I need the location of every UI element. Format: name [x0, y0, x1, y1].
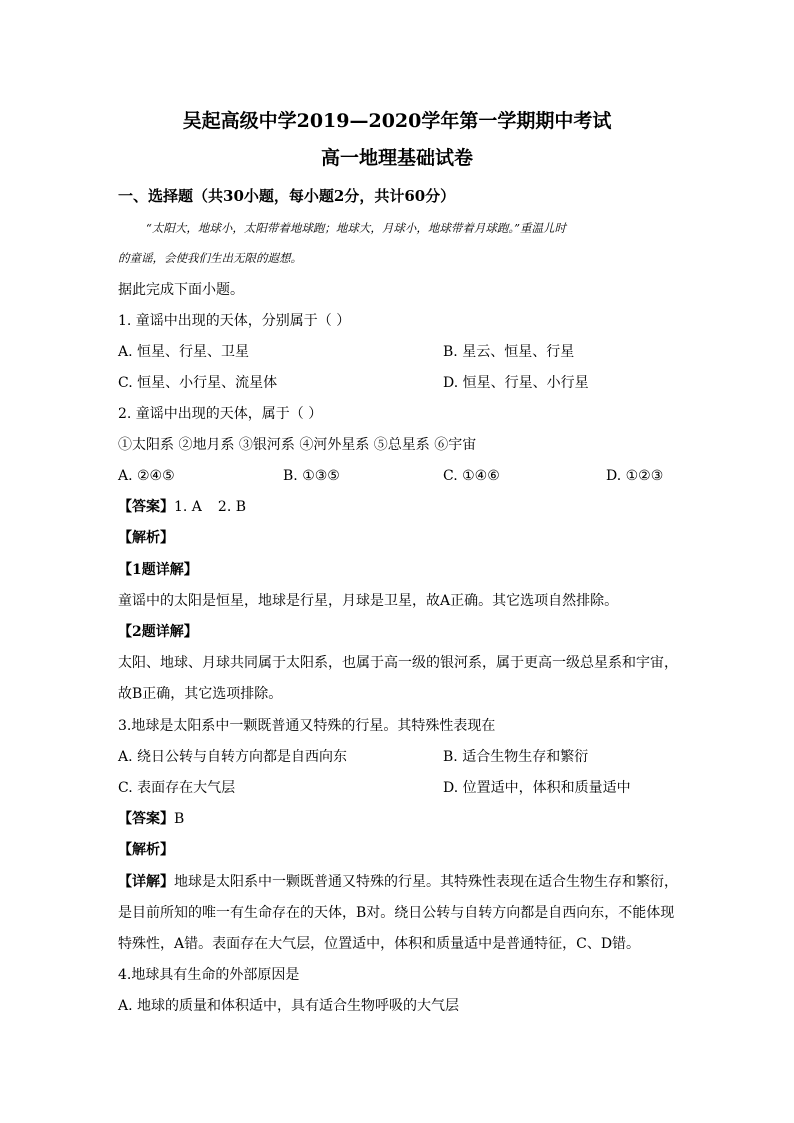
q2-option-a: A. ②④⑤: [118, 468, 175, 484]
q3-option-c: C. 表面存在大气层: [118, 780, 236, 796]
q3-option-d: D. 位置适中，体积和质量适中: [443, 780, 631, 796]
q2-option-b: B. ①③⑤: [283, 468, 340, 484]
q2-option-c: C. ①④⑥: [443, 468, 500, 484]
detail-1-text: 童谣中的太阳是恒星，地球是行星，月球是卫星，故A正确。其它选项自然排除。: [118, 593, 619, 609]
exam-title: 吴起高级中学2019—2020学年第一学期期中考试: [182, 110, 612, 132]
detail-3-line-1-text: 地球是太阳系中一颗既普通又特殊的行星。其特殊性表现在适合生物生存和繁衍，: [174, 874, 678, 890]
answer-3-label: 【答案】: [118, 811, 174, 827]
detail-3-label: 【详解】: [118, 874, 174, 890]
detail-3-line-1: [118, 872, 678, 892]
q2-option-d: D. ①②③: [606, 468, 664, 484]
answer-q1: 1. A: [174, 499, 202, 515]
analysis-3-label: 【解析】: [118, 842, 174, 858]
q2-stem: 2. 童谣中出现的天体，属于（ ）: [118, 406, 323, 422]
q1-stem: 1. 童谣中出现的天体，分别属于（ ）: [118, 313, 351, 329]
q2-items: ①太阳系 ②地月系 ③银河系 ④河外星系 ⑤总星系 ⑥宇宙: [118, 437, 477, 453]
analysis-label: 【解析】: [118, 530, 174, 546]
q1-option-a: A. 恒星、行星、卫星: [118, 344, 250, 360]
detail-2-label: 【2题详解】: [118, 624, 198, 640]
detail-2-line-1: 太阳、地球、月球共同属于太阳系，也属于高一级的银河系，属于更高一级总星系和宇宙，: [118, 655, 678, 671]
answer-3-value: B: [174, 811, 185, 827]
passage-line-2: 的童谣，会使我们生出无限的遐想。: [118, 251, 302, 265]
answer-3: [118, 809, 184, 829]
detail-2-line-2: 故B正确，其它选项排除。: [118, 686, 283, 702]
q1-option-c: C. 恒星、小行星、流星体: [118, 375, 278, 391]
section-heading: 一、选择题（共30小题，每小题2分，共计60分）: [118, 187, 456, 205]
q4-option-a: A. 地球的质量和体积适中，具有适合生物呼吸的大气层: [118, 998, 460, 1014]
answer-1-2: [118, 497, 246, 517]
answer-label: 【答案】: [118, 499, 174, 515]
q3-stem: 3.地球是太阳系中一颗既普通又特殊的行星。其特殊性表现在: [118, 718, 496, 734]
answer-q2: 2. B: [217, 499, 247, 515]
detail-3-line-2: 是目前所知的唯一有生命存在的天体，B对。绕日公转与自转方向都是自西向东，不能体现: [118, 905, 675, 921]
q3-option-a: A. 绕日公转与自转方向都是自西向东: [118, 749, 348, 765]
q3-option-b: B. 适合生物生存和繁衍: [443, 749, 589, 765]
passage-instruction: 据此完成下面小题。: [118, 282, 244, 298]
exam-subtitle: 高一地理基础试卷: [320, 147, 473, 169]
q1-option-d: D. 恒星、行星、小行星: [443, 375, 589, 391]
detail-1-label: 【1题详解】: [118, 562, 198, 578]
passage-line-1: “太阳大，地球小，太阳带着地球跑；地球大，月球小，地球带着月球跑。”重温儿时: [146, 221, 567, 235]
detail-3-line-3: 特殊性，A错。表面存在大气层，位置适中，体积和质量适中是普通特征，C、D错。: [118, 936, 641, 952]
q1-option-b: B. 星云、恒星、行星: [443, 344, 575, 360]
q4-stem: 4.地球具有生命的外部原因是: [118, 967, 300, 983]
